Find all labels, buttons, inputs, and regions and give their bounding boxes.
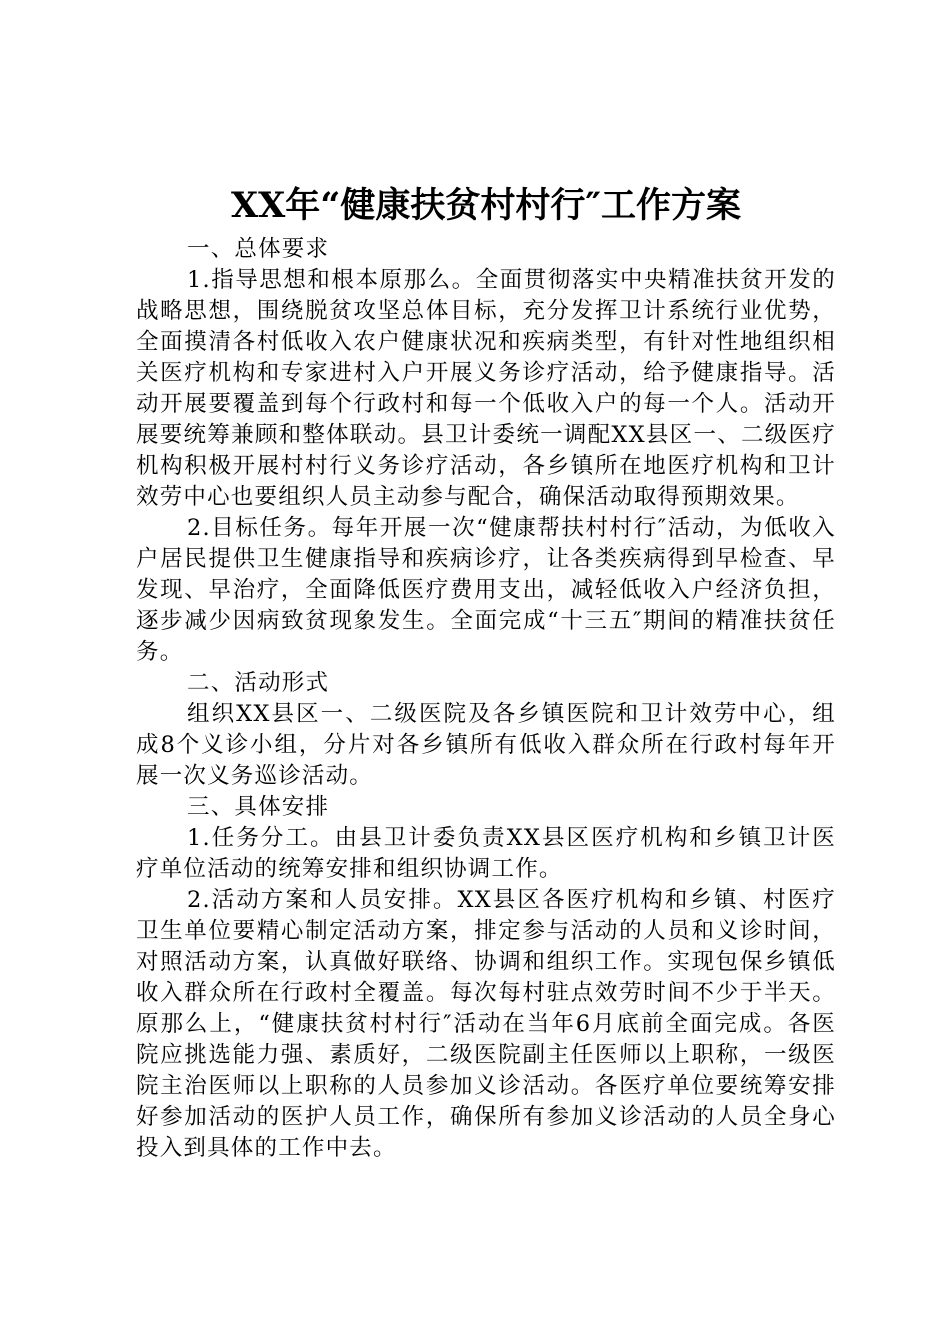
paragraph-task-division: 1.任务分工。由县卫计委负责XX县区医疗机构和乡镇卫计医疗单位活动的统筹安排和组织协调工作。 xyxy=(136,825,836,882)
document-page xyxy=(136,180,836,1164)
section-heading: 二、活动形式 xyxy=(187,670,330,696)
section-heading: 一、总体要求 xyxy=(187,236,330,262)
document-body xyxy=(136,234,836,1164)
paragraph-staffing-plan: 2.活动方案和人员安排。XX县区各医疗机构和乡镇、村医疗卫生单位要精心制定活动方案，排定参与活动的人员和义诊时间，对照活动方案，认真做好联络、协调和组织工作。实现包保乡镇低收入群众所在行政村全覆盖。每次每村驻点效劳时间不少于半天。原那么上，“健康扶贫村村行″活动在当年6月底前全面完成。各医院应挑选能力强、素质好，二级医院副主任医师以上职称，一级医院主治医师以上职称的人员参加义诊活动。各医疗单位要统筹安排好参加活动的医护人员工作，确保所有参加义诊活动的人员全身心投入到具体的工作中去。 xyxy=(136,887,836,1161)
section-overall-requirements xyxy=(136,234,836,668)
section-specific-arrangements xyxy=(136,792,836,1164)
section-activity-form xyxy=(136,668,836,792)
paragraph-activity-form: 组织XX县区一、二级医院及各乡镇医院和卫计效劳中心，组成8个义诊小组，分片对各乡镇所有低收入群众所在行政村每年开展一次义务巡诊活动。 xyxy=(136,701,836,789)
paragraph-goals-tasks: 2.目标任务。每年开展一次“健康帮扶村村行″活动，为低收入户居民提供卫生健康指导和疾病诊疗，让各类疾病得到早检查、早发现、早治疗，全面降低医疗费用支出，减轻低收入户经济负担，逐步减少因病致贫现象发生。全面完成“十三五″期间的精准扶贫任务。 xyxy=(136,515,836,665)
section-heading: 三、具体安排 xyxy=(187,794,330,820)
document-title: XX年“健康扶贫村村行″工作方案 xyxy=(230,185,742,226)
paragraph-guiding-principles: 1.指导思想和根本原那么。全面贯彻落实中央精准扶贫开发的战略思想，围绕脱贫攻坚总体目标，充分发挥卫计系统行业优势，全面摸清各村低收入农户健康状况和疾病类型，有针对性地组织相关医疗机构和专家进村入户开展义务诊疗活动，给予健康指导。活动开展要覆盖到每个行政村和每一个低收入户的每一个人。活动开展要统筹兼顾和整体联动。县卫计委统一调配XX县区一、二级医疗机构积极开展村村行义务诊疗活动，各乡镇所在地医疗机构和卫计效劳中心也要组织人员主动参与配合，确保活动取得预期效果。 xyxy=(136,267,836,510)
